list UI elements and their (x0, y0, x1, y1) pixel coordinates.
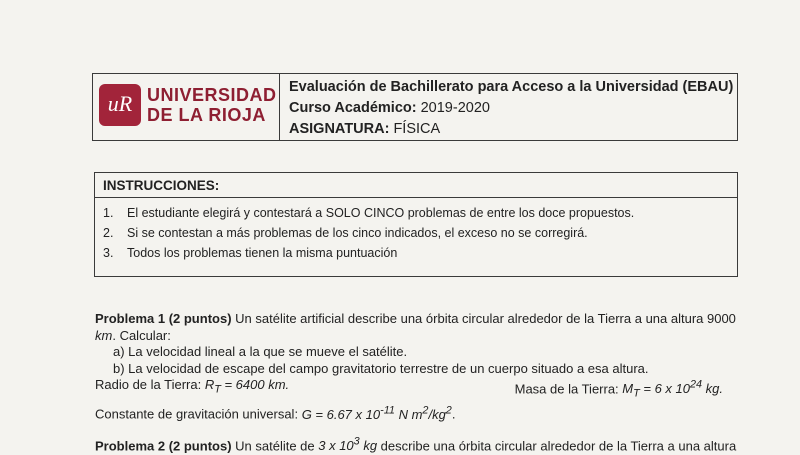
header-divider (279, 74, 280, 140)
earth-mass-value: = 6 x 10 (639, 381, 690, 397)
earth-radius-label: Radio de la Tierra: (95, 377, 205, 392)
subject-value: FÍSICA (393, 121, 441, 137)
earth-mass-subscript: T (633, 387, 640, 400)
problem-2-heading: Problema 2 (2 puntos) (95, 438, 232, 454)
instruction-number: 1. (103, 206, 114, 220)
gravitational-constant (95, 402, 745, 423)
instruction-number: 3. (103, 246, 114, 260)
exam-info (289, 77, 733, 140)
gravitational-constant-unit: N m (394, 406, 423, 422)
earth-mass-unit: kg. (702, 381, 723, 397)
earth-mass-label: Masa de la Tierra: (514, 381, 623, 397)
sentence-end: . (451, 406, 456, 422)
earth-mass-exponent: 24 (689, 379, 703, 391)
course-value: 2019-2020 (420, 100, 490, 116)
university-name-line2: DE LA RIOJA (147, 105, 266, 125)
gravitational-constant-exponent: -11 (380, 404, 395, 417)
exam-header (92, 73, 738, 141)
problem-1 (95, 311, 745, 423)
satellite-mass-unit: kg (359, 438, 378, 454)
university-logo-icon: uR (99, 84, 141, 126)
satellite-mass-exponent: 3 (353, 436, 360, 448)
problem-1-calc: . Calcular: (112, 327, 171, 343)
earth-radius-value: = 6400 km. (220, 377, 290, 392)
problem-2 (95, 434, 745, 455)
problem-1-item-b: b) La velocidad de escape del campo gravitatorio terrestre de un cuerpo situado a esa altura. (113, 360, 649, 376)
instruction-number: 2. (103, 226, 114, 240)
problem-1-intro: Un satélite artificial describe una órbita circular alrededor de la Tierra a una altura 9000 (231, 311, 736, 326)
earth-radius-subscript: T (214, 383, 221, 396)
earth-radius-symbol: R (204, 377, 215, 392)
problem-1-unit: km (95, 327, 113, 343)
problem-1-item-a: a) La velocidad lineal a la que se mueve el satélite. (113, 344, 408, 359)
earth-mass-symbol: M (622, 381, 634, 397)
problem-1-heading: Problema 1 (2 puntos) (95, 311, 232, 326)
subject-label: ASIGNATURA: (289, 121, 390, 137)
gravitational-constant-value: G = 6.67 x 10 (301, 406, 381, 422)
instruction-text: Si se contestan a más problemas de los cinco indicados, el exceso no se corregirá. (127, 226, 588, 240)
instructions-list (103, 203, 634, 263)
exam-title: Evaluación de Bachillerato para Acceso a la Universidad (EBAU) (289, 79, 734, 95)
university-name (147, 85, 277, 125)
instruction-text: Todos los problemas tienen la misma puntuación (127, 246, 398, 260)
instructions-box (94, 172, 738, 277)
university-name-line1: UNIVERSIDAD (147, 85, 277, 105)
earth-radius (95, 377, 289, 402)
course-label: Curso Académico: (289, 100, 417, 116)
gravitational-constant-label: Constante de gravitación universal: (95, 406, 302, 422)
problem-2-intro: Un satélite de (231, 438, 319, 454)
earth-mass (515, 377, 723, 402)
unit-denominator: /kg (428, 406, 446, 422)
instruction-item (103, 243, 634, 263)
unit-exponent-2: 2 (445, 404, 452, 417)
unit-exponent: 2 (422, 404, 429, 417)
instruction-text: El estudiante elegirá y contestará a SOLO CINCO problemas de entre los doce propuestos. (127, 206, 635, 220)
instructions-title: INSTRUCCIONES: (95, 173, 737, 198)
problem-1-data-row (95, 377, 723, 402)
instruction-item (103, 203, 634, 223)
satellite-mass: 3 x 10 (318, 438, 354, 454)
problem-2-intro-rest: describe una órbita circular alrededor de la Tierra a una altura (377, 438, 737, 454)
instruction-item (103, 223, 634, 243)
